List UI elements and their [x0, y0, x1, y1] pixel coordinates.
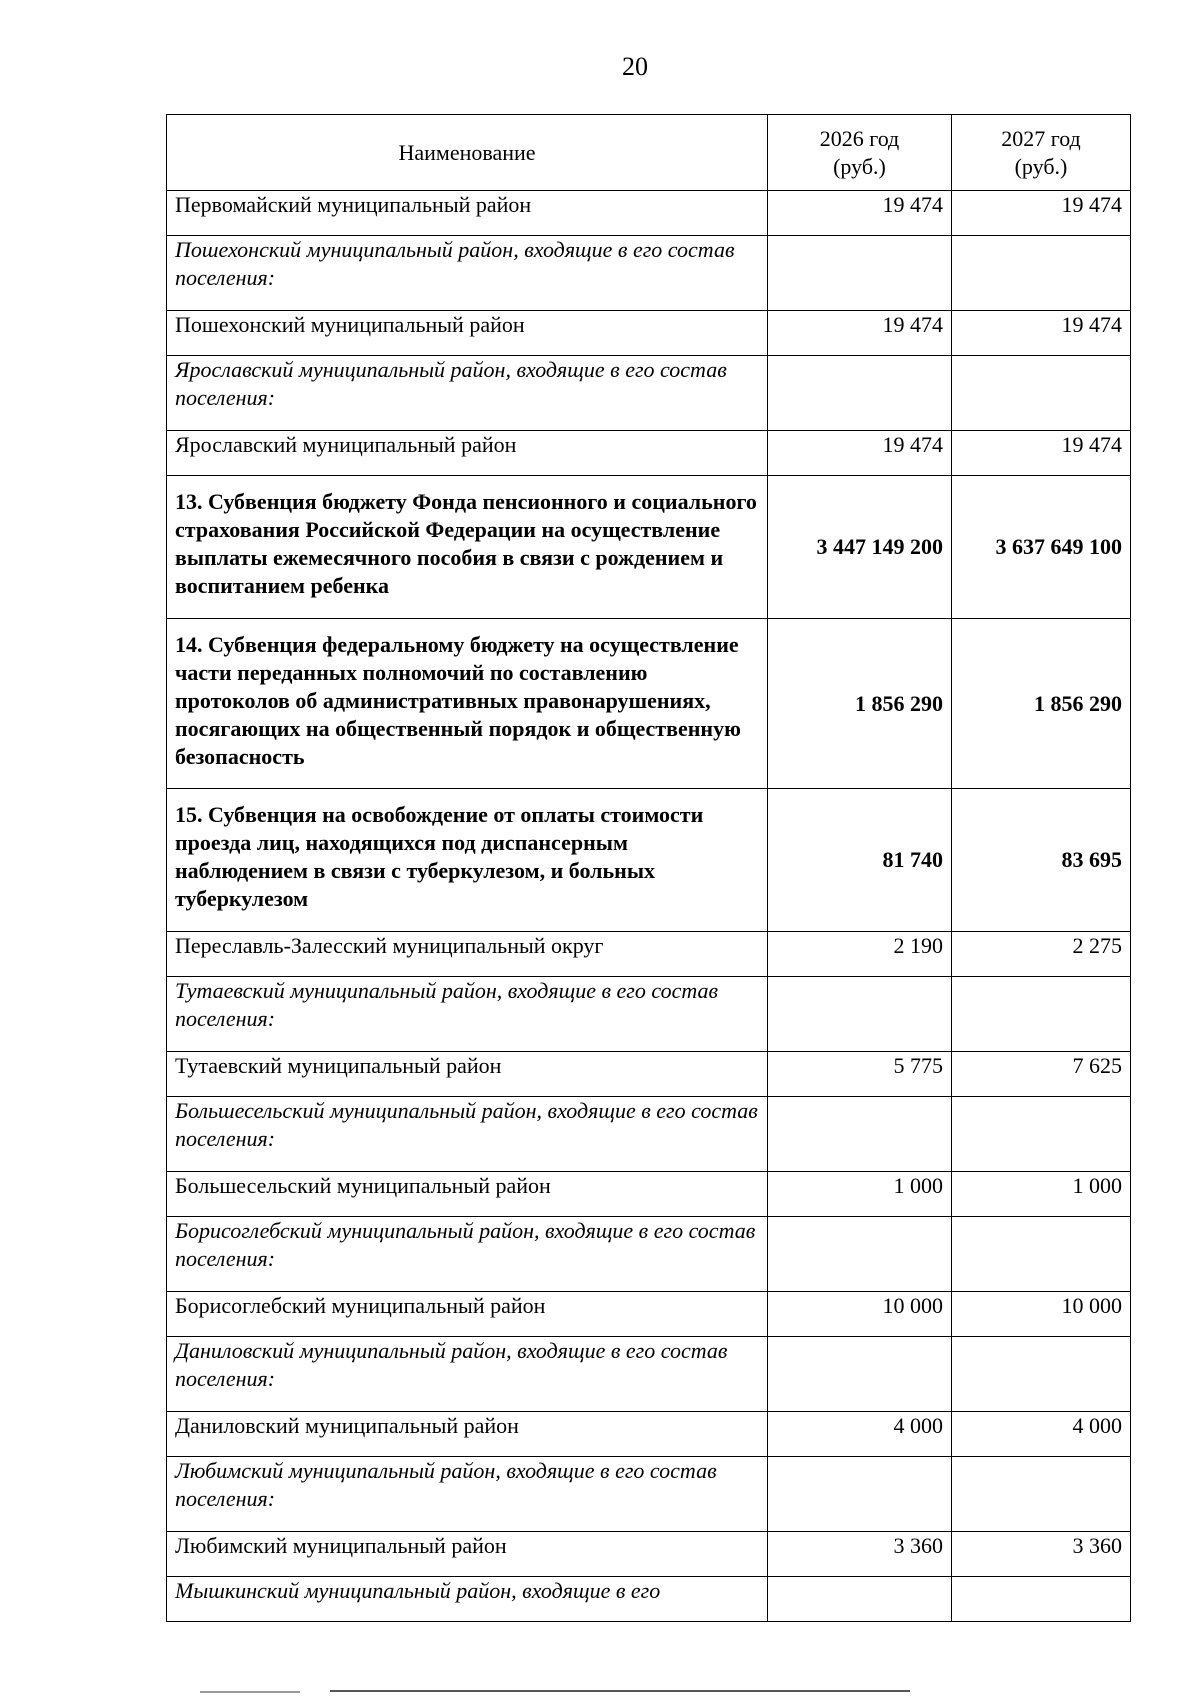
row-value-2026 — [768, 356, 952, 431]
row-name: Тутаевский муниципальный район, входящие в его состав поселения: — [167, 977, 768, 1052]
table-row — [167, 1412, 1131, 1457]
row-name: Первомайский муниципальный район — [167, 191, 768, 236]
footer-divider-short — [200, 1691, 300, 1693]
row-name: Мышкинский муниципальный район, входящие в его — [167, 1577, 768, 1622]
row-value-2027: 2 275 — [952, 932, 1131, 977]
row-value-2027: 83 695 — [952, 789, 1131, 932]
table-row-subvention-13 — [167, 476, 1131, 619]
page-number: 20 — [622, 52, 648, 81]
row-value-2026 — [768, 236, 952, 311]
table-row — [167, 1172, 1131, 1217]
row-value-2027 — [952, 1457, 1131, 1532]
row-value-2027: 3 360 — [952, 1532, 1131, 1577]
table-row — [167, 1097, 1131, 1172]
row-value-2027: 1 856 290 — [952, 619, 1131, 789]
row-value-2027 — [952, 356, 1131, 431]
budget-table — [166, 114, 1131, 1622]
header-year-2026 — [768, 115, 952, 191]
row-value-2026 — [768, 1457, 952, 1532]
row-value-2026 — [768, 1577, 952, 1622]
row-name: Любимский муниципальный район — [167, 1532, 768, 1577]
row-value-2027: 19 474 — [952, 311, 1131, 356]
table-row — [167, 1457, 1131, 1532]
row-value-2027 — [952, 236, 1131, 311]
header-year-2027-label: 2027 год — [1001, 125, 1081, 151]
row-name: Тутаевский муниципальный район — [167, 1052, 768, 1097]
header-year-2026-unit: (руб.) — [833, 153, 886, 179]
table-row — [167, 977, 1131, 1052]
row-name: 13. Субвенция бюджету Фонда пенсионного и социального страхования Российской Федерации на осуществление выплаты ежемесячного пособия в связи с рождением и воспитанием ребенка — [167, 476, 768, 619]
row-name: Ярославский муниципальный район, входящие в его состав поселения: — [167, 356, 768, 431]
row-value-2026: 19 474 — [768, 191, 952, 236]
row-value-2026: 3 360 — [768, 1532, 952, 1577]
table-row — [167, 191, 1131, 236]
header-name: Наименование — [167, 115, 768, 191]
row-name: Любимский муниципальный район, входящие в его состав поселения: — [167, 1457, 768, 1532]
table-row — [167, 311, 1131, 356]
table-row — [167, 1292, 1131, 1337]
row-value-2027 — [952, 1577, 1131, 1622]
row-name: Даниловский муниципальный район, входящие в его состав поселения: — [167, 1337, 768, 1412]
row-value-2027 — [952, 1337, 1131, 1412]
row-value-2026: 2 190 — [768, 932, 952, 977]
table-row — [167, 1217, 1131, 1292]
row-value-2027: 19 474 — [952, 431, 1131, 476]
row-name: Переславль-Залесский муниципальный округ — [167, 932, 768, 977]
row-name: 14. Субвенция федеральному бюджету на осуществление части переданных полномочий по составлению протоколов об административных правонарушениях, посягающих на общественный порядок и общественную безопасность — [167, 619, 768, 789]
table-row — [167, 431, 1131, 476]
row-value-2026 — [768, 1217, 952, 1292]
row-value-2027 — [952, 977, 1131, 1052]
row-name: Большесельский муниципальный район — [167, 1172, 768, 1217]
table-row-subvention-14 — [167, 619, 1131, 789]
header-year-2027 — [952, 115, 1131, 191]
table-row — [167, 1532, 1131, 1577]
row-value-2027 — [952, 1217, 1131, 1292]
table-row — [167, 1052, 1131, 1097]
header-year-2027-unit: (руб.) — [1014, 153, 1068, 179]
row-value-2027 — [952, 1097, 1131, 1172]
row-value-2026: 3 447 149 200 — [768, 476, 952, 619]
row-name: Ярославский муниципальный район — [167, 431, 768, 476]
row-name: 15. Субвенция на освобождение от оплаты стоимости проезда лиц, находящихся под диспансерным наблюдением в связи с туберкулезом, и больных туберкулезом — [167, 789, 768, 932]
row-value-2027: 7 625 — [952, 1052, 1131, 1097]
row-name: Борисоглебский муниципальный район — [167, 1292, 768, 1337]
footer-divider — [330, 1690, 910, 1692]
row-name: Большесельский муниципальный район, входящие в его состав поселения: — [167, 1097, 768, 1172]
table-row — [167, 1337, 1131, 1412]
row-name: Борисоглебский муниципальный район, входящие в его состав поселения: — [167, 1217, 768, 1292]
table-row — [167, 932, 1131, 977]
table-row — [167, 356, 1131, 431]
row-value-2026: 19 474 — [768, 311, 952, 356]
row-value-2026 — [768, 1337, 952, 1412]
row-value-2027: 1 000 — [952, 1172, 1131, 1217]
row-value-2026: 19 474 — [768, 431, 952, 476]
row-value-2026: 4 000 — [768, 1412, 952, 1457]
row-value-2026 — [768, 1097, 952, 1172]
table-row-subvention-15 — [167, 789, 1131, 932]
row-value-2027: 3 637 649 100 — [952, 476, 1131, 619]
row-name: Даниловский муниципальный район — [167, 1412, 768, 1457]
table-header-row — [167, 115, 1131, 191]
row-value-2027: 10 000 — [952, 1292, 1131, 1337]
table-row — [167, 236, 1131, 311]
row-value-2026: 5 775 — [768, 1052, 952, 1097]
header-year-2026-label: 2026 год — [819, 125, 900, 151]
row-value-2026 — [768, 977, 952, 1052]
row-value-2027: 4 000 — [952, 1412, 1131, 1457]
table-row — [167, 1577, 1131, 1622]
row-value-2027: 19 474 — [952, 191, 1131, 236]
row-name: Пошехонский муниципальный район, входящие в его состав поселения: — [167, 236, 768, 311]
row-value-2026: 1 856 290 — [768, 619, 952, 789]
row-value-2026: 10 000 — [768, 1292, 952, 1337]
row-value-2026: 81 740 — [768, 789, 952, 932]
row-value-2026: 1 000 — [768, 1172, 952, 1217]
row-name: Пошехонский муниципальный район — [167, 311, 768, 356]
